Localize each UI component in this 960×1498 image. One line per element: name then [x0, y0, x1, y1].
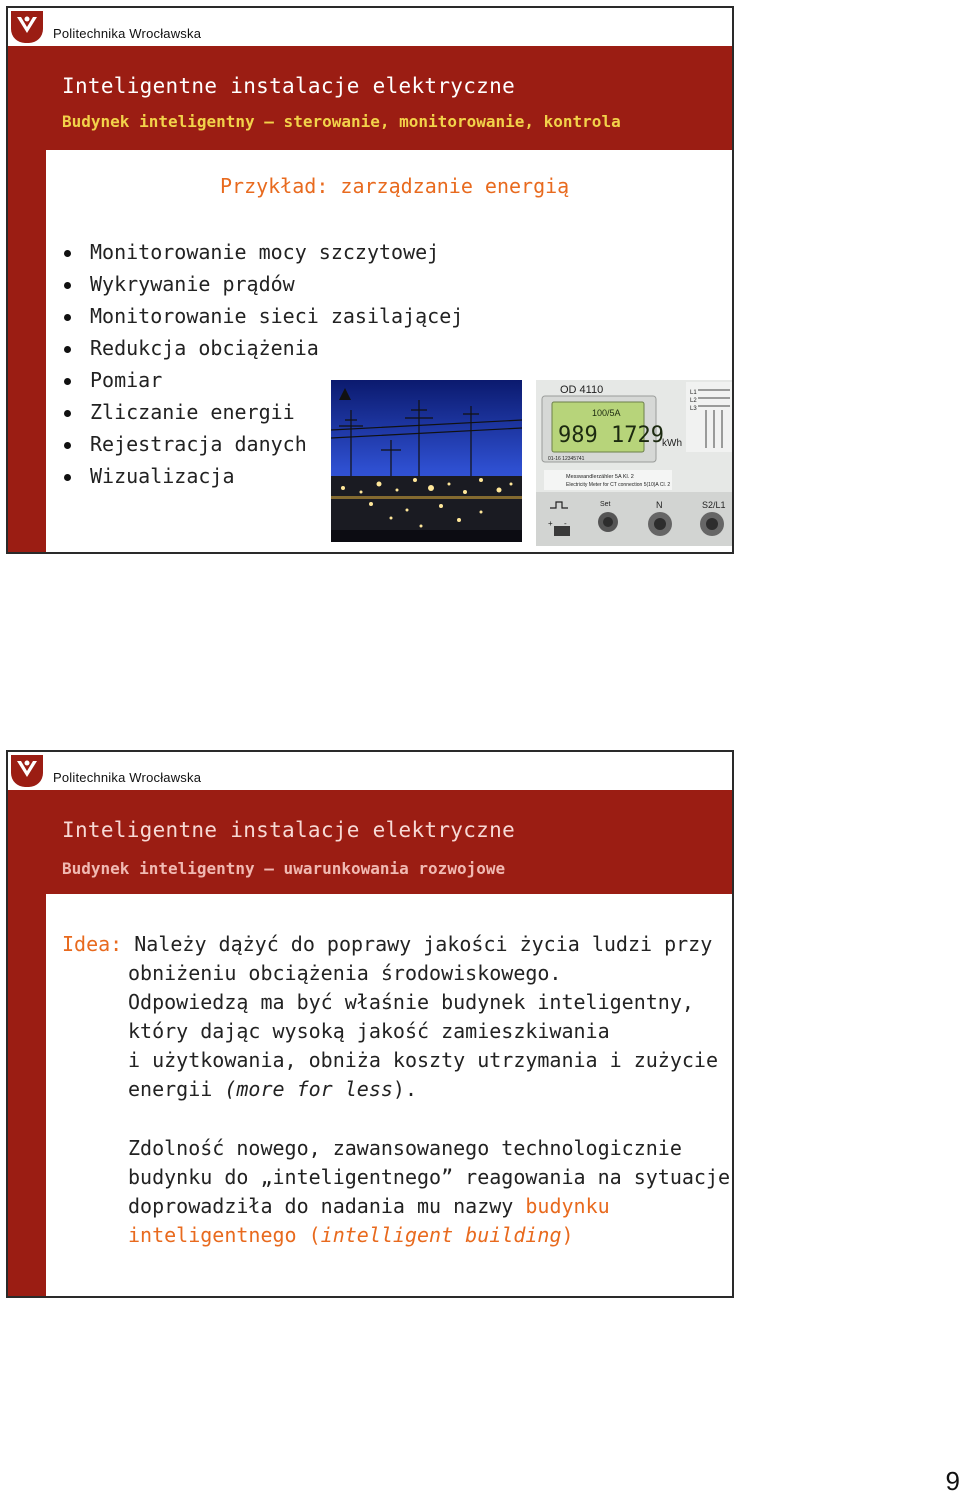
list-item: Wykrywanie prądów: [64, 268, 463, 300]
meter-display-tag: 100/5A: [592, 408, 621, 418]
slide-header: [46, 790, 732, 894]
meter-phase-l2: L2: [690, 398, 697, 404]
text-span: ): [561, 1223, 574, 1247]
section-heading: Przykład: zarządzanie energią: [220, 174, 570, 198]
meter-model: OD 4110: [560, 384, 604, 396]
meter-set-label: Set: [600, 501, 611, 508]
text-line: Odpowiedzą ma być właśnie budynek inteligentny,: [128, 990, 694, 1014]
italic-term: intelligent building: [320, 1223, 562, 1247]
idea-label: Idea:: [62, 932, 123, 956]
text-line: który dając wysoką jakość zamieszkiwania: [128, 1019, 610, 1043]
text-line: Należy dążyć do poprawy jakości życia ludzi przy: [134, 932, 713, 956]
list-item: Monitorowanie mocy szczytowej: [64, 236, 463, 268]
text-span: ).: [392, 1077, 417, 1101]
slide-subtitle: Budynek inteligentny – sterowanie, monitorowanie, kontrola: [62, 112, 621, 131]
text-line: [62, 1075, 718, 1104]
meter-plus: +: [548, 519, 553, 528]
list-item: Rejestracja danych: [64, 428, 463, 460]
meter-s2-label: S2/L1: [702, 500, 726, 510]
text-line: obniżeniu obciążenia środowiskowego.: [128, 961, 562, 985]
meter-n-label: N: [656, 500, 663, 510]
text-line: i użytkowania, obniża koszty utrzymania i zużycie: [128, 1048, 719, 1072]
text-line: [62, 1221, 730, 1250]
text-line: [62, 1192, 730, 1221]
meter-label-line1: Messwandlerzähler 5A Kl. 2: [566, 474, 634, 480]
text-span: energii: [128, 1077, 225, 1101]
logo-strip: [8, 8, 732, 46]
university-logo-icon: [11, 11, 43, 43]
list-item: Monitorowanie sieci zasilającej: [64, 300, 463, 332]
logo-strip: [8, 752, 732, 790]
idea-line: [62, 930, 718, 959]
text-span: doprowadziła do nadania mu nazwy: [128, 1194, 526, 1218]
meter-minus: -: [564, 519, 567, 528]
slide-subtitle: Budynek inteligentny – uwarunkowania rozwojowe: [62, 859, 506, 878]
university-name: Politechnika Wrocławska: [53, 26, 202, 41]
slide-title: Inteligentne instalacje elektryczne: [62, 74, 516, 98]
left-accent-bar: [8, 8, 46, 552]
meter-label-line2: Electricity Meter for CT connection 5(10)A Cl. 2: [566, 482, 671, 488]
list-item: Redukcja obciążenia: [64, 332, 463, 364]
meter-unit: kWh: [662, 438, 682, 449]
left-accent-bar: [8, 752, 46, 1296]
industrial-plant-photo: [331, 380, 522, 542]
meter-phase-l1: L1: [690, 390, 697, 396]
slide-energy-management: [6, 6, 734, 554]
highlight-term: budynku: [525, 1194, 610, 1218]
italic-text: (more for less: [224, 1077, 393, 1101]
list-item: Wizualizacja: [64, 460, 463, 492]
slide-header: [46, 46, 732, 150]
meter-serial: 01-16 12345741: [548, 456, 585, 462]
university-name: Politechnika Wrocławska: [53, 770, 202, 785]
meter-phase-l3: L3: [690, 406, 697, 412]
electricity-meter-image: [536, 380, 732, 546]
text-line: Zdolność nowego, zawansowanego technologicznie: [128, 1136, 682, 1160]
slide-title: Inteligentne instalacje elektryczne: [62, 818, 516, 842]
slide-development-conditions: [6, 750, 734, 1298]
text-line: budynku do „inteligentnego” reagowania na sytuacje: [128, 1165, 731, 1189]
meter-reading: 989 1729: [558, 423, 664, 448]
idea-paragraph: [62, 930, 718, 1104]
list-item: Pomiar: [64, 364, 463, 396]
text-span: (: [296, 1223, 321, 1247]
intelligent-building-paragraph: [62, 1134, 730, 1250]
list-item: Zliczanie energii: [64, 396, 463, 428]
university-logo-icon: [11, 755, 43, 787]
highlight-term: inteligentnego: [128, 1223, 297, 1247]
page-number: 9: [945, 1466, 960, 1496]
